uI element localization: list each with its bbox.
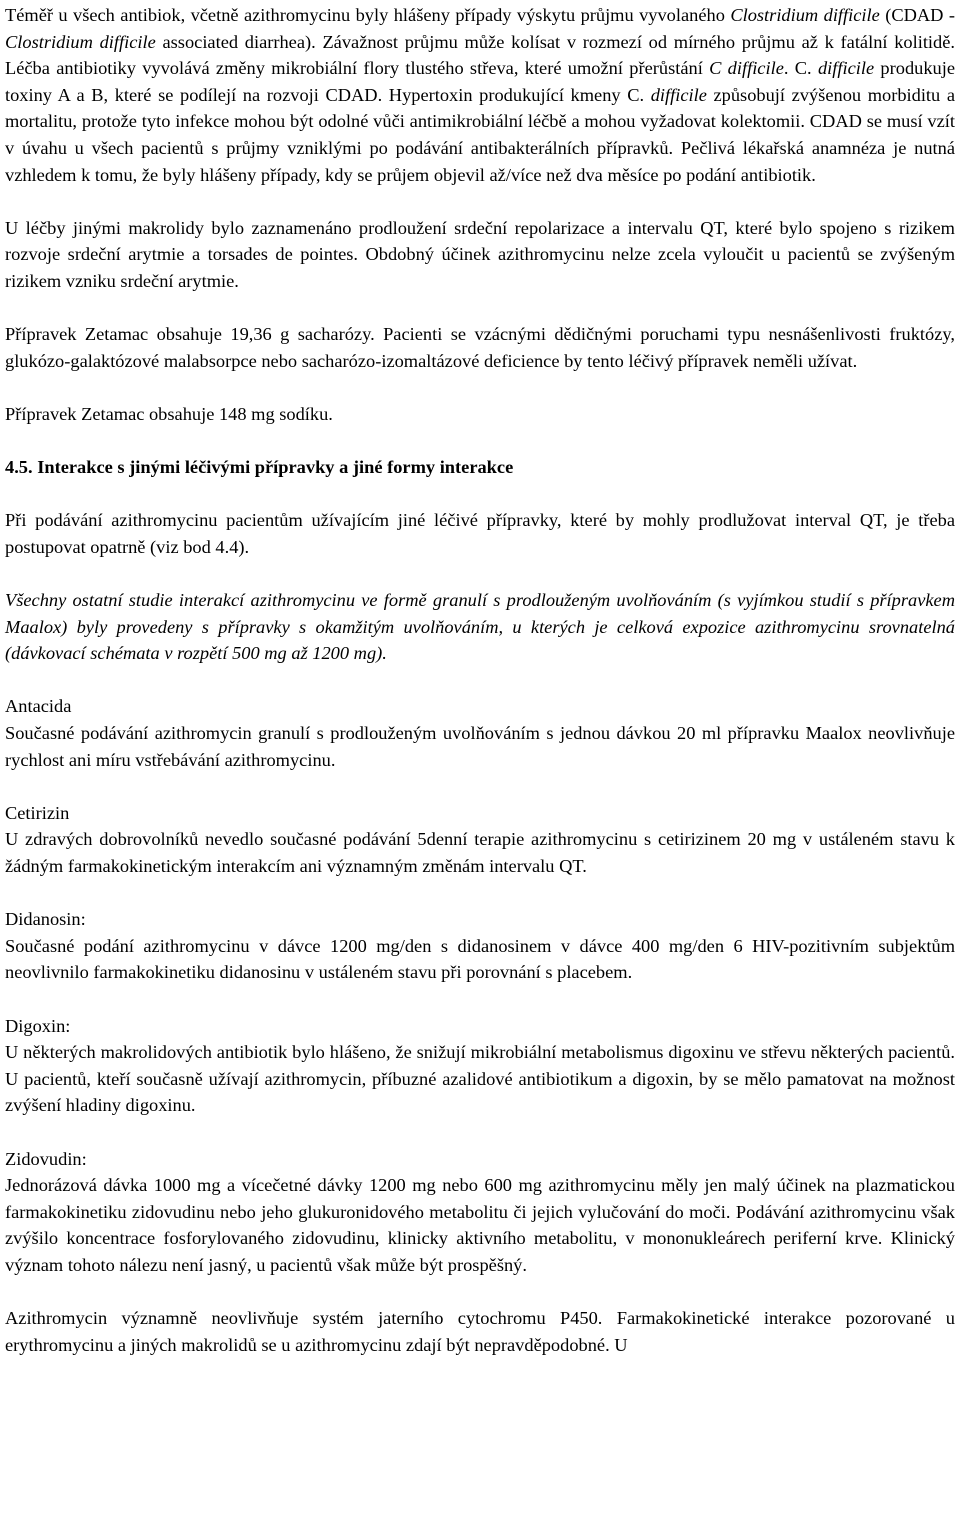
sodium-paragraph: Přípravek Zetamac obsahuje 148 mg sodíku.: [5, 403, 333, 424]
antacida-title: Antacida: [5, 696, 72, 717]
digoxin-text: U některých makrolidových antibiotik bylo hlášeno, že snižují mikrobiální metabolismus digoxinu ve střevu některých pacientů. U pacientů, kteří současně užívají azithromycin, příbuzné azalidové antibiotikum a digoxin, by se mělo pamatovat na možnost zvýšení hladiny digoxinu.: [5, 1042, 955, 1116]
studies-note: Všechny ostatní studie interakcí azithromycinu ve formě granulí s prodlouženým uvolňováním (s vyjímkou studií s přípravkem Maalox) byly provedeny s přípravky s okamžitým uvolňováním, u kterých je celková expozice azithromycinu srovnatelná (dávkovací schémata v rozpětí 500 mg až 1200 mg).: [5, 590, 955, 664]
zidovudin-title: Zidovudin:: [5, 1148, 87, 1169]
sucrose-paragraph: Přípravek Zetamac obsahuje 19,36 g sacharózy. Pacienti se vzácnými dědičnými poruchami typu nesnášenlivosti fruktózy, glukózo-galaktózové malabsorpce nebo sacharózo-izomaltázové deficience by tento léčivý přípravek neměli užívat.: [5, 324, 955, 371]
zidovudin-text: Jednorázová dávka 1000 mg a vícečetné dávky 1200 mg nebo 600 mg azithromycinu měly jen malý účinek na plazmatickou farmakokinetiku zidovudinu nebo jeho glukuronidového metabolitu či jejich vylučování do moči. Podávání azithromycinu však zvýšilo koncentrace fosforylovaného zidovudinu, klinicky aktivního metabolitu, v mononukleárech periferní krve. Klinický význam tohoto nálezu není jasný, u pacientů však může být prospěšný.: [5, 1175, 955, 1275]
cdad-paragraph: Téměř u všech antibiok, včetně azithromycinu byly hlášeny případy výskytu průjmu vyvolaného Clostridium difficile (CDAD - Clostridium difficile associated diarrhea). Závažnost průjmu může kolísat v rozmezí od mírného průjmu až k fatální kolitidě. Léčba antibiotiky vyvolává změny mikrobiální flory tlustého střeva, které umožní přerůstání C difficile. C. difficile produkuje toxiny A a B, které se podílejí na rozvoji CDAD. Hypertoxin produkující kmeny C. difficile způsobují zvýšenou morbiditu a mortalitu, protože tyto infekce mohou být odolné vůči antimikrobiální léčbě a mohou vyžadovat kolektomii. CDAD se musí vzít v úvahu u všech pacientů s průjmy vzniklými po podávání antibakterálních přípravků. Pečlivá lékařská anamnéza je nutná vzhledem k tomu, že byly hlášeny případy, kdy se průjem objevil až/více než dva měsíce po podání antibiotik.: [5, 5, 956, 185]
p450-paragraph: Azithromycin významně neovlivňuje systém jaterního cytochromu P450. Farmakokinetické interakce pozorované u erythromycinu a jiných makrolidů se u azithromycinu zdají být nepravděpodobné. U: [5, 1308, 955, 1355]
section-number: 4.5.: [5, 457, 33, 478]
section-title: Interakce s jinými léčivými přípravky a jiné formy interakce: [37, 457, 514, 478]
didanosin-title: Didanosin:: [5, 909, 86, 930]
cetirizin-title: Cetirizin: [5, 802, 70, 823]
didanosin-text: Současné podání azithromycinu v dávce 1200 mg/den s didanosinem v dávce 400 mg/den 6 HIV-pozitivním subjektům neovlivnilo farmakokinetiku didanosinu v ustáleném stavu při porovnání s placebem.: [5, 935, 955, 983]
cetirizin-text: U zdravých dobrovolníků nevedlo současné podávání 5denní terapie azithromycinu s cetirizinem 20 mg v ustáleném stavu k žádným farmakokinetickým interakcím ani významným změnám intervalu QT.: [5, 829, 955, 876]
interaction-intro: Při podávání azithromycinu pacientům užívajícím jiné léčivé přípravky, které by mohly prodlužovat interval QT, je třeba postupovat opatrně (viz bod 4.4).: [5, 510, 955, 557]
qt-paragraph: U léčby jinými makrolidy bylo zaznamenáno prodloužení srdeční repolarizace a intervalu QT, které bylo spojeno s rizikem rozvoje srdeční arytmie a torsades de pointes. Obdobný účinek azithromycinu nelze zcela vyloučit u pacientů se zvýšeným rizikem vzniku srdeční arytmie.: [5, 217, 955, 291]
digoxin-title: Digoxin:: [5, 1015, 71, 1036]
section-heading: [5, 454, 955, 481]
antacida-text: Současné podávání azithromycin granulí s prodlouženým uvolňováním s jednou dávkou 20 ml přípravku Maalox neovlivňuje rychlost ani míru vstřebávání azithromycinu.: [5, 723, 955, 770]
